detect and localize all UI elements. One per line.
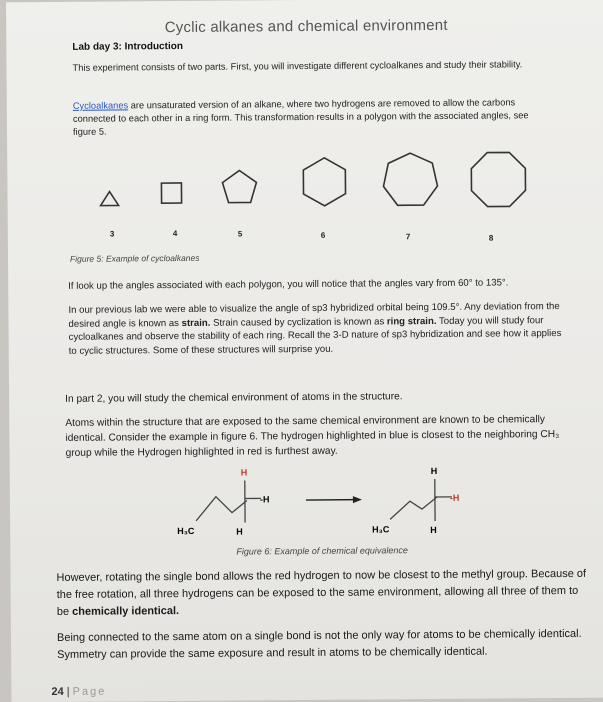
strain-text-a: In our previous lab we were able to visualize the angle of sp3 hybridized orbital being 109.5°. Any deviation from the desired angle is known as [68, 301, 559, 329]
ring-size-8: 8 [489, 234, 494, 243]
ring-size-4: 4 [173, 229, 178, 238]
page-footer [51, 686, 106, 698]
square-shape [161, 183, 181, 203]
bottom-hydrogen-label: H [236, 527, 243, 537]
rotation-text: However, rotating the single bond allows the red hydrogen to now be closest to the methyl group. Because of the free rotation, all three hydrogens can be exposed to the same environment, allowing all three of them to be [56, 568, 586, 618]
rotation-paragraph [56, 566, 591, 621]
cycloalkanes-link[interactable]: Cycloalkanes [73, 100, 128, 110]
document-title: Cyclic alkanes and chemical environment [6, 16, 603, 38]
bottom-hydrogen-label-right: H [430, 525, 437, 535]
strain-text-b: Strain caused by cyclization is known as [210, 316, 387, 328]
section-heading: Lab day 3: Introduction [72, 41, 183, 53]
rotation-arrow [306, 496, 362, 503]
part-2-intro: In part 2, you will study the chemical environment of atoms in the structure. [65, 388, 575, 407]
figure-6-chemical-equivalence [160, 461, 491, 548]
figure-5-cycloalkanes [67, 146, 548, 250]
methyl-label-right: H₃C [372, 524, 390, 534]
figure-5-caption: Figure 5: Example of cycloalkanes [70, 253, 200, 264]
strain-text-c: Today you will study four cycloalkanes and observe the stability of each ring. Recall the 3-D nature of sp3 hybridization and see how it applies to cyclic structures. Some of these structures will surprise you. [69, 315, 562, 357]
ring-size-7: 7 [406, 232, 411, 241]
intro-paragraph-2-text: are unsaturated version of an alkane, where two hydrogens are removed to allow the carbons connected to each other in a ring form. This transformation results in a polygon with the associated angles, see figure 5. [73, 97, 529, 136]
chemically-identical-term: chemically identical. [72, 605, 179, 618]
figure-6-caption: Figure 6: Example of chemical equivalence [236, 545, 408, 556]
angles-paragraph: If look up the angles associated with each polygon, you will notice that the angles vary from 60° to 135°. [68, 276, 568, 294]
molecule-before-rotation [177, 467, 270, 537]
red-hydrogen-label-right: -H [450, 493, 460, 503]
octagon-shape [471, 152, 525, 206]
document-page [6, 0, 603, 702]
page-separator: | [67, 686, 70, 698]
symmetry-paragraph: Being connected to the same atom on a single bond is not the only way for atoms to be chemically identical. Symmetry can provide the same exposure and result in atoms to be chemically identical. [57, 626, 592, 664]
ring-size-6: 6 [321, 231, 326, 240]
pentagon-shape [222, 170, 256, 202]
page-word: Page [73, 686, 107, 698]
red-hydrogen-label: H [241, 467, 248, 477]
chemical-identity-paragraph: Atoms within the structure that are exposed to the same chemical environment are known to be chemically identical. Consider the example in figure 6. The hydrogen highlighted in blue is closest to the neighboring CH₃ group while the Hydrogen highlighted in red is furthest away. [65, 412, 575, 461]
hexagon-shape [303, 158, 345, 206]
heptagon-shape [383, 153, 437, 205]
ring-size-3: 3 [110, 230, 115, 239]
top-hydrogen-label-right: H [431, 466, 438, 476]
strain-paragraph [68, 300, 568, 358]
intro-paragraph-1: This experiment consists of two parts. First, you will investigate different cycloalkanes and study their stability. [72, 58, 542, 75]
ring-size-5: 5 [238, 230, 243, 239]
side-hydrogen-label: -H [260, 494, 270, 504]
strain-term: strain. [182, 317, 211, 328]
page-number: 24 [51, 686, 63, 698]
molecule-after-rotation [372, 466, 460, 536]
methyl-label-left: H₃C [177, 526, 195, 536]
triangle-shape [100, 191, 118, 205]
ring-strain-term: ring strain. [387, 315, 437, 326]
intro-paragraph-2 [73, 96, 543, 139]
